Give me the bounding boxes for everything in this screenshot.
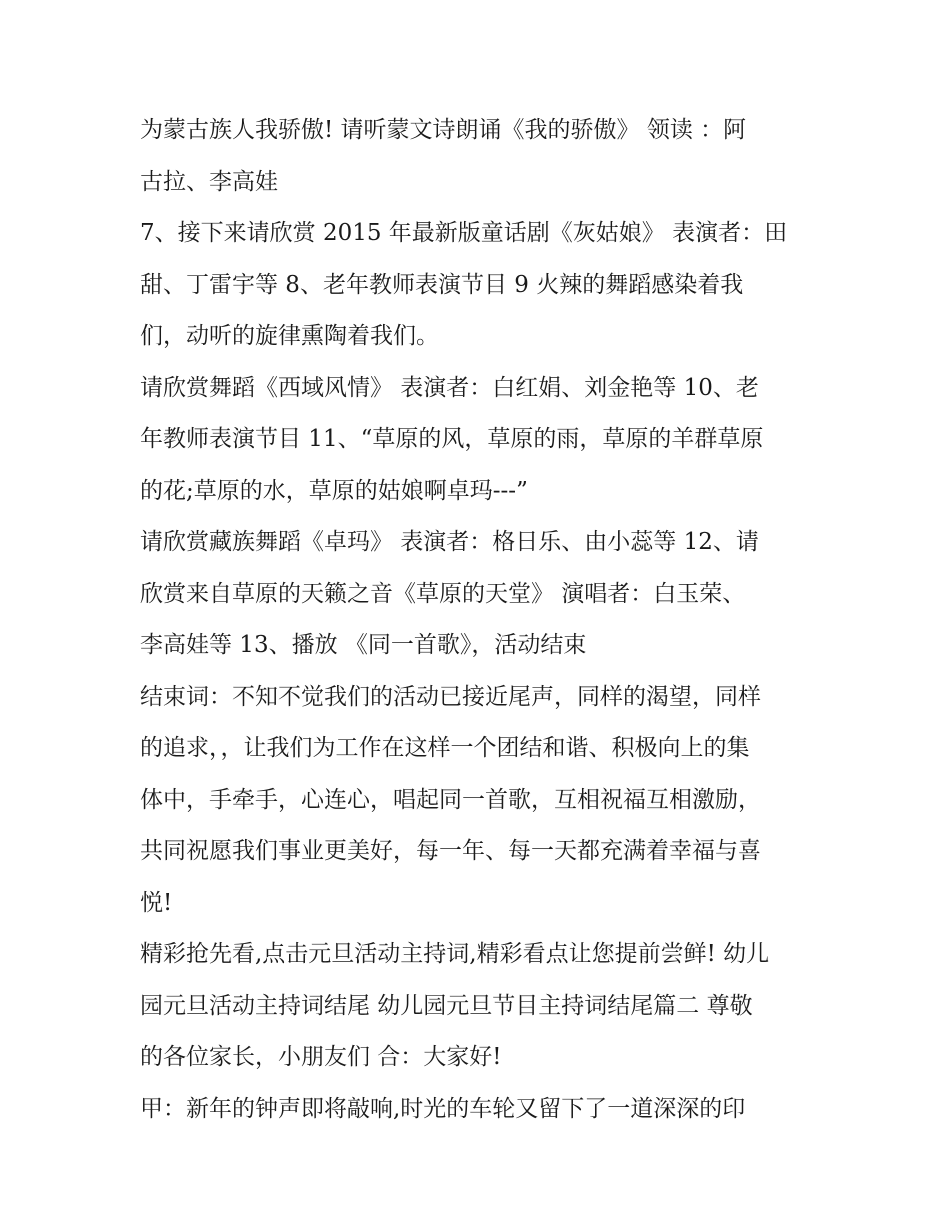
text-line: 结束词：不知不觉我们的活动已接近尾声，同样的渴望，同样 <box>140 683 761 710</box>
text-line: 7、接下来请欣赏 2015 年最新版童话剧《灰姑娘》 表演者：田 <box>140 220 788 246</box>
text-line: 请欣赏藏族舞蹈《卓玛》 表演者：格日乐、由小蕊等 12、请 <box>140 529 759 555</box>
text-line: 悦! <box>140 889 173 916</box>
text-line: 甜、丁雷宇等 8、老年教师表演节目 9 火辣的舞蹈感染着我 <box>140 271 744 298</box>
text-line: 们，动听的旋律熏陶着我们。 <box>140 323 439 349</box>
text-line: 的花;草原的水，草原的姑娘啊卓玛---” <box>140 477 528 504</box>
text-line: 请欣赏舞蹈《西域风情》 表演者：白红娟、刘金艳等 10、老 <box>140 374 759 401</box>
text-line: 体中，手牵手，心连心，唱起同一首歌，互相祝福互相激励， <box>140 786 761 813</box>
text-line: 共同祝愿我们事业更美好，每一年、每一天都充满着幸福与喜 <box>140 838 761 864</box>
text-line: 古拉、李高娃 <box>140 168 278 195</box>
text-line: 李高娃等 13、播放 《同一首歌》，活动结束 <box>140 632 587 658</box>
text-line: 园元旦活动主持词结尾 幼儿园元旦节目主持词结尾篇二 尊敬 <box>140 992 753 1019</box>
text-line: 为蒙古族人我骄傲! 请听蒙文诗朗诵《我的骄傲》 领读 ：阿 <box>140 117 747 143</box>
text-line: 的追求，，让我们为工作在这样一个团结和谐、积极向上的集 <box>140 735 750 761</box>
body-text <box>140 105 820 1135</box>
text-line: 的各位家长，小朋友们 合：大家好! <box>140 1044 502 1070</box>
text-line: 欣赏来自草原的天籁之音《草原的天堂》 演唱者：白玉荣、 <box>140 580 746 607</box>
text-line: 年教师表演节目 11、“草原的风，草原的雨，草原的羊群草原 <box>140 426 764 452</box>
text-line: 甲：新年的钟声即将敲响,时光的车轮又留下了一道深深的印 <box>140 1095 746 1122</box>
text-line: 精彩抢先看,点击元旦活动主持词,精彩看点让您提前尝鲜! 幼儿 <box>140 941 770 967</box>
